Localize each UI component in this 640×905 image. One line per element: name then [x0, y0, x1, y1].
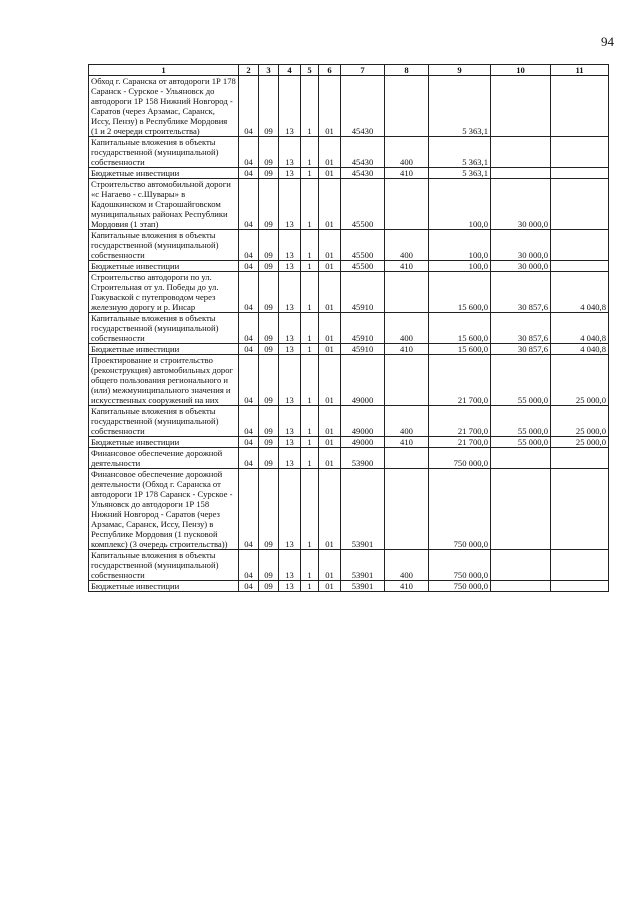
- table-row: [89, 469, 609, 550]
- subsection-cell: 09: [259, 406, 279, 437]
- direction-code-cell: 45500: [341, 261, 385, 272]
- amount-col9-cell: 5 363,1: [429, 137, 491, 168]
- subprogram-cell: 1: [301, 344, 319, 355]
- table-row: [89, 448, 609, 469]
- amount-col9-cell: 21 700,0: [429, 406, 491, 437]
- table-row: [89, 437, 609, 448]
- item-name-cell: Проектирование и строительство (реконструкция) автомобильных дорог общего пользования регионального и (или) межмуниципального значения и искусственных сооружений на них: [89, 355, 239, 406]
- subsection-cell: 09: [259, 550, 279, 581]
- subsection-cell: 09: [259, 179, 279, 230]
- column-header: 6: [319, 65, 341, 76]
- subsection-cell: 09: [259, 272, 279, 313]
- main-event-cell: 01: [319, 581, 341, 592]
- amount-col10-cell: 55 000,0: [491, 355, 551, 406]
- table-row: [89, 261, 609, 272]
- direction-code-cell: 45430: [341, 168, 385, 179]
- amount-col11-cell: [551, 168, 609, 179]
- subprogram-cell: 1: [301, 313, 319, 344]
- amount-col10-cell: [491, 137, 551, 168]
- table-row: [89, 168, 609, 179]
- direction-code-cell: 53901: [341, 581, 385, 592]
- main-event-cell: 01: [319, 406, 341, 437]
- amount-col11-cell: 25 000,0: [551, 355, 609, 406]
- section-cell: 04: [239, 230, 259, 261]
- direction-code-cell: 45910: [341, 272, 385, 313]
- program-cell: 13: [279, 230, 301, 261]
- amount-col10-cell: 55 000,0: [491, 437, 551, 448]
- column-header: 2: [239, 65, 259, 76]
- program-cell: 13: [279, 168, 301, 179]
- item-name-cell: Строительство автомобильной дороги «с Нагаево - с.Шувары» в Кадошкинском и Старошайговском муниципальных районах Республики Мордовия (1 этап): [89, 179, 239, 230]
- amount-col11-cell: 25 000,0: [551, 437, 609, 448]
- main-event-cell: 01: [319, 272, 341, 313]
- table-row: [89, 179, 609, 230]
- column-header: 11: [551, 65, 609, 76]
- program-cell: 13: [279, 355, 301, 406]
- item-name-cell: Бюджетные инвестиции: [89, 437, 239, 448]
- amount-col11-cell: [551, 469, 609, 550]
- table-body: [89, 76, 609, 592]
- main-event-cell: 01: [319, 230, 341, 261]
- subsection-cell: 09: [259, 168, 279, 179]
- section-cell: 04: [239, 469, 259, 550]
- amount-col9-cell: 21 700,0: [429, 355, 491, 406]
- amount-col9-cell: 15 600,0: [429, 313, 491, 344]
- main-event-cell: 01: [319, 137, 341, 168]
- column-header: 4: [279, 65, 301, 76]
- amount-col10-cell: [491, 168, 551, 179]
- program-cell: 13: [279, 179, 301, 230]
- amount-col11-cell: 4 040,8: [551, 313, 609, 344]
- amount-col11-cell: [551, 137, 609, 168]
- amount-col10-cell: [491, 448, 551, 469]
- main-event-cell: 01: [319, 469, 341, 550]
- amount-col11-cell: 4 040,8: [551, 344, 609, 355]
- amount-col11-cell: [551, 448, 609, 469]
- section-cell: 04: [239, 581, 259, 592]
- item-name-cell: Обход г. Саранска от автодороги 1Р 178 Саранск - Сурское - Ульяновск до автодороги 1Р 158 Нижний Новгород - Саратов (через Арзамас, Саранск, Иссу, Пензу) в Республике Мордовия (1 и 2 очереди строительства): [89, 76, 239, 137]
- item-name-cell: Бюджетные инвестиции: [89, 261, 239, 272]
- subsection-cell: 09: [259, 469, 279, 550]
- main-event-cell: 01: [319, 344, 341, 355]
- subprogram-cell: 1: [301, 469, 319, 550]
- main-event-cell: 01: [319, 313, 341, 344]
- table-header-row: [89, 65, 609, 76]
- section-cell: 04: [239, 344, 259, 355]
- program-cell: 13: [279, 406, 301, 437]
- subprogram-cell: 1: [301, 581, 319, 592]
- page-number: 94: [601, 34, 614, 49]
- direction-code-cell: 45500: [341, 179, 385, 230]
- table-row: [89, 272, 609, 313]
- section-cell: 04: [239, 261, 259, 272]
- program-cell: 13: [279, 344, 301, 355]
- column-header: 7: [341, 65, 385, 76]
- amount-col9-cell: 750 000,0: [429, 550, 491, 581]
- subprogram-cell: 1: [301, 261, 319, 272]
- item-name-cell: Финансовое обеспечение дорожной деятельности: [89, 448, 239, 469]
- section-cell: 04: [239, 76, 259, 137]
- amount-col10-cell: [491, 550, 551, 581]
- section-cell: 04: [239, 550, 259, 581]
- section-cell: 04: [239, 406, 259, 437]
- subprogram-cell: 1: [301, 550, 319, 581]
- section-cell: 04: [239, 168, 259, 179]
- amount-col9-cell: 100,0: [429, 230, 491, 261]
- table-row: [89, 581, 609, 592]
- main-event-cell: 01: [319, 355, 341, 406]
- subprogram-cell: 1: [301, 272, 319, 313]
- item-name-cell: Финансовое обеспечение дорожной деятельности (Обход г. Саранска от автодороги 1Р 178 Саранск - Сурское - Ульяновск до автодороги 1Р 158 Нижний Новгород - Саратов (через Арзамас, Саранск, Иссу, Пензу) в Республике Мордовия (1 пусковой комплекс) (3 очередь строительства)): [89, 469, 239, 550]
- table-row: [89, 355, 609, 406]
- amount-col11-cell: 4 040,8: [551, 272, 609, 313]
- amount-col11-cell: [551, 230, 609, 261]
- direction-code-cell: 45500: [341, 230, 385, 261]
- item-name-cell: Капитальные вложения в объекты государственной (муниципальной) собственности: [89, 230, 239, 261]
- item-name-cell: Бюджетные инвестиции: [89, 581, 239, 592]
- subsection-cell: 09: [259, 344, 279, 355]
- direction-code-cell: 45430: [341, 76, 385, 137]
- expense-type-cell: [385, 179, 429, 230]
- main-event-cell: 01: [319, 448, 341, 469]
- subprogram-cell: 1: [301, 230, 319, 261]
- section-cell: 04: [239, 272, 259, 313]
- amount-col10-cell: 30 000,0: [491, 230, 551, 261]
- amount-col10-cell: 55 000,0: [491, 406, 551, 437]
- expense-type-cell: 410: [385, 344, 429, 355]
- item-name-cell: Бюджетные инвестиции: [89, 168, 239, 179]
- expense-type-cell: 410: [385, 261, 429, 272]
- item-name-cell: Бюджетные инвестиции: [89, 344, 239, 355]
- amount-col9-cell: 750 000,0: [429, 448, 491, 469]
- expense-type-cell: [385, 76, 429, 137]
- expense-type-cell: 400: [385, 550, 429, 581]
- subprogram-cell: 1: [301, 168, 319, 179]
- table-row: [89, 76, 609, 137]
- program-cell: 13: [279, 272, 301, 313]
- item-name-cell: Капитальные вложения в объекты государственной (муниципальной) собственности: [89, 406, 239, 437]
- direction-code-cell: 49000: [341, 355, 385, 406]
- amount-col9-cell: 100,0: [429, 261, 491, 272]
- expense-type-cell: 410: [385, 168, 429, 179]
- amount-col9-cell: 100,0: [429, 179, 491, 230]
- subsection-cell: 09: [259, 230, 279, 261]
- table-row: [89, 230, 609, 261]
- section-cell: 04: [239, 448, 259, 469]
- expense-type-cell: 400: [385, 230, 429, 261]
- amount-col10-cell: 30 000,0: [491, 261, 551, 272]
- subsection-cell: 09: [259, 437, 279, 448]
- expense-type-cell: [385, 448, 429, 469]
- subsection-cell: 09: [259, 448, 279, 469]
- expense-type-cell: 400: [385, 137, 429, 168]
- amount-col9-cell: 5 363,1: [429, 76, 491, 137]
- subprogram-cell: 1: [301, 355, 319, 406]
- program-cell: 13: [279, 448, 301, 469]
- main-event-cell: 01: [319, 550, 341, 581]
- section-cell: 04: [239, 355, 259, 406]
- amount-col9-cell: 15 600,0: [429, 344, 491, 355]
- item-name-cell: Строительство автодороги по ул. Строительная от ул. Победы до ул. Гожуваской с путепроводом через железную дорогу и р. Инсар: [89, 272, 239, 313]
- column-header: 9: [429, 65, 491, 76]
- table-row: [89, 344, 609, 355]
- section-cell: 04: [239, 437, 259, 448]
- expense-type-cell: 410: [385, 437, 429, 448]
- direction-code-cell: 49000: [341, 406, 385, 437]
- column-header: 1: [89, 65, 239, 76]
- subsection-cell: 09: [259, 313, 279, 344]
- main-event-cell: 01: [319, 261, 341, 272]
- program-cell: 13: [279, 76, 301, 137]
- column-header: 5: [301, 65, 319, 76]
- program-cell: 13: [279, 469, 301, 550]
- program-cell: 13: [279, 437, 301, 448]
- item-name-cell: Капитальные вложения в объекты государственной (муниципальной) собственности: [89, 137, 239, 168]
- amount-col9-cell: 750 000,0: [429, 581, 491, 592]
- subprogram-cell: 1: [301, 448, 319, 469]
- direction-code-cell: 53901: [341, 469, 385, 550]
- main-event-cell: 01: [319, 437, 341, 448]
- budget-table: [88, 64, 609, 592]
- direction-code-cell: 53901: [341, 550, 385, 581]
- expense-type-cell: [385, 272, 429, 313]
- main-event-cell: 01: [319, 179, 341, 230]
- item-name-cell: Капитальные вложения в объекты государственной (муниципальной) собственности: [89, 313, 239, 344]
- subsection-cell: 09: [259, 76, 279, 137]
- subsection-cell: 09: [259, 355, 279, 406]
- main-event-cell: 01: [319, 76, 341, 137]
- direction-code-cell: 45430: [341, 137, 385, 168]
- amount-col10-cell: 30 857,6: [491, 313, 551, 344]
- amount-col9-cell: 750 000,0: [429, 469, 491, 550]
- direction-code-cell: 45910: [341, 344, 385, 355]
- amount-col10-cell: 30 000,0: [491, 179, 551, 230]
- table-row: [89, 550, 609, 581]
- expense-type-cell: 400: [385, 406, 429, 437]
- main-event-cell: 01: [319, 168, 341, 179]
- amount-col10-cell: [491, 76, 551, 137]
- section-cell: 04: [239, 137, 259, 168]
- subprogram-cell: 1: [301, 76, 319, 137]
- amount-col10-cell: 30 857,6: [491, 344, 551, 355]
- amount-col11-cell: [551, 550, 609, 581]
- program-cell: 13: [279, 137, 301, 168]
- amount-col9-cell: 21 700,0: [429, 437, 491, 448]
- subprogram-cell: 1: [301, 137, 319, 168]
- direction-code-cell: 49000: [341, 437, 385, 448]
- direction-code-cell: 53900: [341, 448, 385, 469]
- program-cell: 13: [279, 581, 301, 592]
- program-cell: 13: [279, 261, 301, 272]
- amount-col11-cell: [551, 581, 609, 592]
- direction-code-cell: 45910: [341, 313, 385, 344]
- subprogram-cell: 1: [301, 437, 319, 448]
- amount-col10-cell: 30 857,6: [491, 272, 551, 313]
- amount-col11-cell: [551, 261, 609, 272]
- column-header: 3: [259, 65, 279, 76]
- amount-col10-cell: [491, 581, 551, 592]
- column-header: 8: [385, 65, 429, 76]
- subsection-cell: 09: [259, 261, 279, 272]
- amount-col11-cell: [551, 179, 609, 230]
- subsection-cell: 09: [259, 581, 279, 592]
- amount-col11-cell: 25 000,0: [551, 406, 609, 437]
- expense-type-cell: [385, 355, 429, 406]
- table-row: [89, 137, 609, 168]
- expense-type-cell: [385, 469, 429, 550]
- program-cell: 13: [279, 550, 301, 581]
- amount-col9-cell: 5 363,1: [429, 168, 491, 179]
- amount-col11-cell: [551, 76, 609, 137]
- table-row: [89, 313, 609, 344]
- subprogram-cell: 1: [301, 406, 319, 437]
- amount-col9-cell: 15 600,0: [429, 272, 491, 313]
- item-name-cell: Капитальные вложения в объекты государственной (муниципальной) собственности: [89, 550, 239, 581]
- amount-col10-cell: [491, 469, 551, 550]
- section-cell: 04: [239, 179, 259, 230]
- table-row: [89, 406, 609, 437]
- expense-type-cell: 410: [385, 581, 429, 592]
- column-header: 10: [491, 65, 551, 76]
- subsection-cell: 09: [259, 137, 279, 168]
- section-cell: 04: [239, 313, 259, 344]
- program-cell: 13: [279, 313, 301, 344]
- expense-type-cell: 400: [385, 313, 429, 344]
- subprogram-cell: 1: [301, 179, 319, 230]
